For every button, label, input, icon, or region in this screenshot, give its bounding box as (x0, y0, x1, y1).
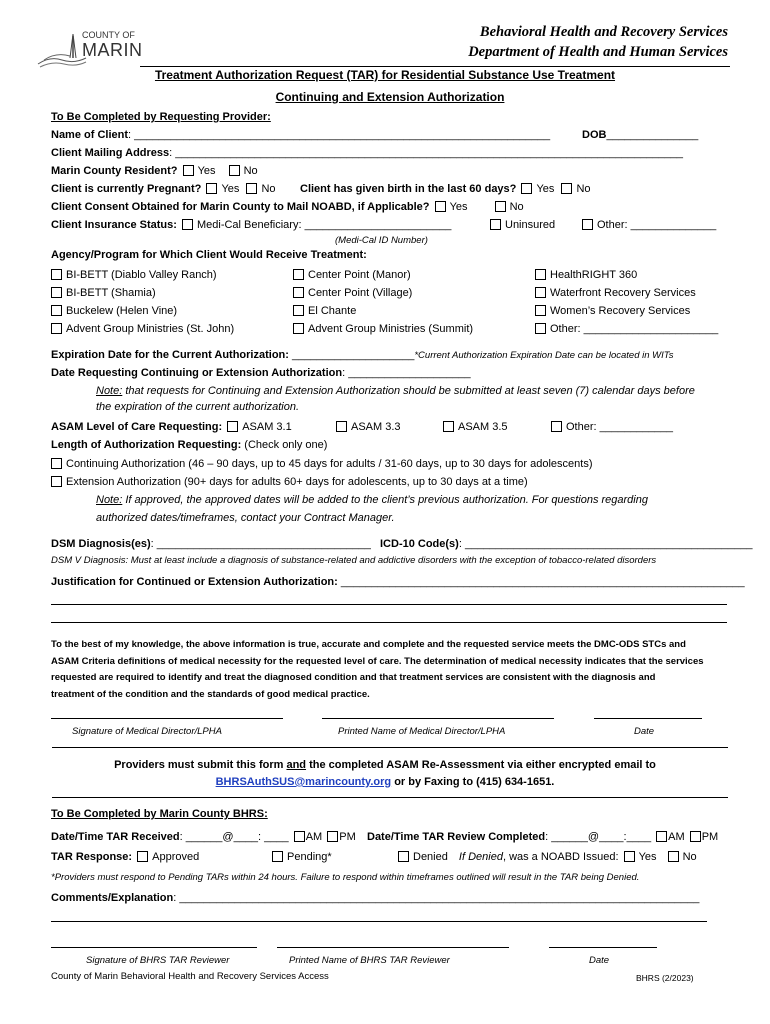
reviewer-signature-line[interactable] (51, 947, 257, 948)
review-pm-label: PM (701, 831, 719, 843)
pregnant-no-checkbox[interactable] (246, 183, 257, 194)
medical-checkbox[interactable] (182, 219, 193, 230)
medical-director-signature-label: Signature of Medical Director/LPHA (72, 726, 222, 737)
medical-director-name-line[interactable] (322, 718, 554, 719)
length-label: Length of Authorization Requesting: (51, 439, 242, 451)
asam-3-1-label: ASAM 3.1 (242, 421, 292, 433)
agency-col-3 (535, 266, 718, 338)
bhrs-email-link[interactable]: BHRSAuthSUS@marincounty.org (215, 776, 392, 788)
asam-other-option (551, 420, 673, 434)
agency-other-field[interactable]: Other: ______________________ (550, 323, 719, 335)
length-hint: (Check only one) (241, 439, 328, 451)
agency-checkbox[interactable] (293, 269, 304, 280)
asam-3-3-checkbox[interactable] (336, 421, 347, 432)
form-title (0, 68, 770, 82)
medical-director-signature-line[interactable] (51, 718, 283, 719)
extension-checkbox[interactable] (51, 476, 62, 487)
noabd-yes-label: Yes (638, 851, 657, 863)
agency-option-label: Center Point (Village) (308, 287, 413, 299)
agency-option[interactable] (51, 266, 234, 284)
approved-label: Approved (152, 851, 200, 863)
dob-label: DOB (582, 129, 607, 141)
icd-row (380, 537, 753, 551)
review-am-label: AM (668, 831, 685, 843)
pending-checkbox[interactable] (272, 851, 283, 862)
denied-label: Denied (413, 851, 448, 863)
pregnant-yes-label: Yes (221, 183, 240, 195)
county-seal-icon (36, 30, 88, 70)
received-field[interactable]: : ______@____: ____ (179, 831, 289, 843)
agency-option-label: El Chante (308, 305, 357, 317)
client-name-label: Name of Client (51, 129, 129, 141)
asam-note (96, 493, 648, 507)
dates-note-line-2: the expiration of the current authorization. (96, 401, 300, 413)
comments-label: Comments/Explanation (51, 892, 174, 904)
consent-yes-checkbox[interactable] (435, 201, 446, 212)
medical-id-caption: (Medi-Cal ID Number) (335, 235, 428, 246)
dsm-row (51, 537, 371, 551)
denied-option (398, 850, 697, 864)
justification-label: Justification for Continued or Extension Authorization: (51, 576, 338, 588)
agency-option-label: Women’s Recovery Services (550, 305, 691, 317)
reviewer-signature-label: Signature of BHRS TAR Reviewer (86, 955, 230, 966)
pending-note: *Providers must respond to Pending TARs within 24 hours. Failure to respond within timeframes outlined will result in the TAR being Denied. (51, 872, 640, 883)
insurance-row (51, 218, 451, 232)
pregnant-label: Client is currently Pregnant? (51, 183, 202, 195)
agency-option[interactable] (293, 302, 473, 320)
agency-checkbox[interactable] (293, 287, 304, 298)
agency-heading: Agency/Program for Which Client Would Receive Treatment: (51, 249, 367, 261)
requesting-label: Date Requesting Continuing or Extension Authorization (51, 367, 343, 379)
pending-label: Pending* (287, 851, 332, 863)
continuing-checkbox[interactable] (51, 458, 62, 469)
birth-no-checkbox[interactable] (561, 183, 572, 194)
asam-3-3-option (336, 420, 401, 434)
agency-checkbox[interactable] (51, 269, 62, 280)
response-label: TAR Response: (51, 851, 133, 863)
agency-checkbox[interactable] (293, 323, 304, 334)
dates-note (96, 384, 695, 398)
header-divider (140, 66, 730, 67)
length-row (51, 438, 327, 452)
agency-option[interactable] (535, 266, 718, 284)
agency-line-2: Department of Health and Human Services (468, 44, 728, 60)
footer-left: County of Marin Behavioral Health and Recovery Services Access (51, 971, 329, 982)
medical-field[interactable]: Medi-Cal Beneficiary: ________________________ (196, 219, 452, 231)
comments-field[interactable]: : _____________________________________________________________________________________ (173, 892, 700, 904)
continuing-option (51, 457, 593, 471)
dsm-field[interactable]: : ___________________________________ (150, 538, 371, 550)
county-section-heading: To Be Completed by Marin County BHRS: (51, 808, 268, 820)
extension-option (51, 475, 528, 489)
agency-option-label: Waterfront Recovery Services (550, 287, 696, 299)
noabd-label: , was a NOABD Issued: (502, 851, 619, 863)
client-address-row (51, 146, 683, 160)
agency-checkbox[interactable] (535, 323, 546, 334)
agency-option[interactable] (293, 266, 473, 284)
client-address-label: Client Mailing Address (51, 147, 170, 159)
agency-line-1: Behavioral Health and Recovery Services (479, 24, 728, 40)
agency-option[interactable] (293, 284, 473, 302)
comments-line-2[interactable] (51, 921, 707, 922)
expiration-label: Expiration Date for the Current Authorization: (51, 349, 289, 361)
pregnant-yes-checkbox[interactable] (206, 183, 217, 194)
reviewer-name-label: Printed Name of BHRS TAR Reviewer (289, 955, 450, 966)
agency-checkbox[interactable] (293, 305, 304, 316)
comments-row (51, 891, 699, 905)
justification-field[interactable]: __________________________________________________________________ (337, 576, 745, 588)
form-subtitle (0, 90, 770, 104)
agency-option[interactable] (535, 284, 718, 302)
extension-label: Extension Authorization (90+ days for adults 60+ days for adolescents, up to 30 days at a time) (66, 476, 528, 488)
agency-option[interactable] (51, 302, 234, 320)
expiration-row (51, 348, 673, 363)
agency-checkbox[interactable] (535, 287, 546, 298)
dates-note-text: that requests for Continuing and Extension Authorization should be submitted at least seven (7) calendar days before (122, 385, 695, 397)
attestation-text (51, 637, 704, 703)
asam-row (51, 420, 292, 434)
expiration-field[interactable]: ____________________ (288, 349, 415, 361)
agency-checkbox[interactable] (51, 287, 62, 298)
asam-note-label: Note: (96, 494, 123, 506)
attestation-date-line[interactable] (594, 718, 702, 719)
pending-option (272, 850, 332, 864)
review-field[interactable]: : ______@____:____ (545, 831, 652, 843)
section-divider (52, 747, 728, 748)
client-name-row (51, 128, 550, 142)
asam-other-field[interactable]: Other: ____________ (566, 421, 674, 433)
asam-3-3-label: ASAM 3.3 (351, 421, 401, 433)
noabd-no-label: No (682, 851, 697, 863)
birth-yes-label: Yes (536, 183, 555, 195)
received-row (51, 830, 356, 844)
agency-option-label: HealthRIGHT 360 (550, 269, 638, 281)
review-label: Date/Time TAR Review Completed (367, 831, 546, 843)
attestation-line: requested are required to identify and treat the diagnosed condition and that treatment services are consistent with the diagnosis and (51, 672, 656, 683)
consent-no-checkbox[interactable] (495, 201, 506, 212)
logo-small-text: COUNTY OF (82, 30, 135, 40)
asam-label: ASAM Level of Care Requesting: (51, 421, 223, 433)
icd-label: ICD-10 Code(s) (380, 538, 459, 550)
dob-field[interactable]: _______________ (606, 129, 699, 141)
agency-checkbox[interactable] (535, 305, 546, 316)
submit-line-2 (0, 775, 770, 789)
attestation-line: ASAM Criteria definitions of medical necessity for the requested level of care. The determination of medical necessity indicates that the services (51, 655, 704, 667)
resident-row (51, 164, 258, 178)
provider-section-heading: To Be Completed by Requesting Provider: (51, 111, 271, 123)
consent-yes-label: Yes (449, 201, 468, 213)
birth-yes-checkbox[interactable] (521, 183, 532, 194)
review-pm-checkbox[interactable] (690, 831, 701, 842)
agency-option[interactable] (51, 320, 234, 338)
client-address-field[interactable]: : ___________________________________________________________________________________ (169, 147, 684, 159)
asam-note-line-2: authorized dates/timeframes, contact your Contract Manager. (96, 512, 395, 524)
attestation-date-label: Date (634, 726, 655, 737)
agency-checkbox[interactable] (51, 305, 62, 316)
consent-row (51, 200, 524, 214)
reviewer-name-line[interactable] (277, 947, 509, 948)
agency-option[interactable] (535, 320, 718, 338)
attestation-line: treatment of the condition and the standards of good medical practice. (51, 688, 370, 700)
resident-no-label: No (243, 165, 258, 177)
agency-col-1 (51, 266, 234, 338)
attestation-line: To the best of my knowledge, the above information is true, accurate and complete and the requested service meets the DMC-ODS STCs and (51, 639, 686, 650)
agency-option[interactable] (51, 284, 234, 302)
justification-line-2[interactable] (51, 604, 727, 605)
pregnant-row (51, 182, 276, 196)
agency-col-2 (293, 266, 473, 338)
section-divider (52, 797, 728, 798)
insurance-label: Client Insurance Status: (51, 219, 177, 231)
requesting-row (51, 366, 471, 380)
asam-other-checkbox[interactable] (551, 421, 562, 432)
reviewer-date-label: Date (589, 955, 610, 966)
justification-line-3[interactable] (51, 622, 727, 623)
noabd-yes-checkbox[interactable] (624, 851, 635, 862)
logo-big-text: MARIN (82, 40, 143, 60)
agency-checkbox[interactable] (51, 323, 62, 334)
denied-checkbox[interactable] (398, 851, 409, 862)
submit-text-and: and (286, 759, 307, 771)
submit-line-1 (0, 758, 770, 772)
insurance-other-checkbox[interactable] (582, 219, 593, 230)
icd-field[interactable]: : _______________________________________________ (458, 538, 753, 550)
birth-row (300, 182, 591, 196)
asam-3-5-option (443, 420, 508, 434)
agency-option-label: Buckelew (Helen Vine) (66, 305, 178, 317)
medical-director-name-label: Printed Name of Medical Director/LPHA (338, 726, 506, 737)
birth-label: Client has given birth in the last 60 days? (300, 183, 517, 195)
received-pm-label: PM (339, 831, 356, 843)
client-name-field[interactable]: : ____________________________________________________________________ (128, 129, 551, 141)
pregnant-no-label: No (261, 183, 276, 195)
dates-note-label: Note: (96, 385, 123, 397)
dsm-label: DSM Diagnosis(es) (51, 538, 151, 550)
agency-option[interactable] (535, 302, 718, 320)
asam-3-5-checkbox[interactable] (443, 421, 454, 432)
uninsured-option (490, 218, 555, 232)
insurance-other-field[interactable]: Other: ______________ (597, 219, 717, 231)
dob-row (582, 128, 698, 142)
reviewer-date-line[interactable] (549, 947, 657, 948)
approved-checkbox[interactable] (137, 851, 148, 862)
response-row (51, 850, 199, 864)
received-am-checkbox[interactable] (294, 831, 305, 842)
agency-option-label: Advent Group Ministries (St. John) (66, 323, 235, 335)
consent-label: Client Consent Obtained for Marin County to Mail NOABD, if Applicable? (51, 201, 430, 213)
received-am-label: AM (305, 831, 323, 843)
asam-3-1-checkbox[interactable] (227, 421, 238, 432)
birth-no-label: No (576, 183, 591, 195)
resident-label: Marin County Resident? (51, 165, 178, 177)
noabd-no-checkbox[interactable] (668, 851, 679, 862)
agency-option-label: Advent Group Ministries (Summit) (308, 323, 474, 335)
justification-row (51, 575, 745, 589)
agency-checkbox[interactable] (535, 269, 546, 280)
agency-option-label: Center Point (Manor) (308, 269, 411, 281)
agency-option-label: BI-BETT (Diablo Valley Ranch) (66, 269, 217, 281)
agency-option[interactable] (293, 320, 473, 338)
submit-fax-text: or by Faxing to (415) 634-1651. (391, 776, 555, 788)
submit-text-b: the completed ASAM Re-Assessment via either encrypted email to (306, 759, 656, 771)
agency-option-label: BI-BETT (Shamia) (66, 287, 156, 299)
form-title-line-2: Continuing and Extension Authorization (275, 90, 505, 104)
resident-yes-label: Yes (197, 165, 216, 177)
if-denied-label: If Denied (458, 851, 503, 863)
received-label: Date/Time TAR Received (51, 831, 180, 843)
form-title-line-1: Treatment Authorization Request (TAR) for Residential Substance Use Treatment (154, 68, 616, 82)
asam-note-text: If approved, the approved dates will be added to the client’s previous authorization. For questions regarding (122, 494, 648, 506)
dsm-note: DSM V Diagnosis: Must at least include a diagnosis of substance-related and addictive disorders with the exception of tobacco-related disorders (51, 555, 657, 566)
county-logo (36, 28, 146, 72)
review-am-checkbox[interactable] (656, 831, 667, 842)
consent-no-label: No (509, 201, 524, 213)
footer-right: BHRS (2/2023) (636, 973, 694, 983)
received-pm-checkbox[interactable] (327, 831, 338, 842)
resident-yes-checkbox[interactable] (183, 165, 194, 176)
expiration-note: *Current Authorization Expiration Date can be located in WITs (414, 350, 674, 361)
requesting-field[interactable]: : ____________________ (342, 367, 471, 379)
uninsured-checkbox[interactable] (490, 219, 501, 230)
continuing-label: Continuing Authorization (46 – 90 days, up to 45 days for adults / 31-60 days, up to 30 days for adolescents) (66, 458, 593, 470)
uninsured-label: Uninsured (505, 219, 556, 231)
asam-3-5-label: ASAM 3.5 (458, 421, 508, 433)
resident-no-checkbox[interactable] (229, 165, 240, 176)
insurance-other-option (582, 218, 716, 232)
review-row (367, 830, 718, 844)
submit-text-a: Providers must submit this form (114, 759, 287, 771)
